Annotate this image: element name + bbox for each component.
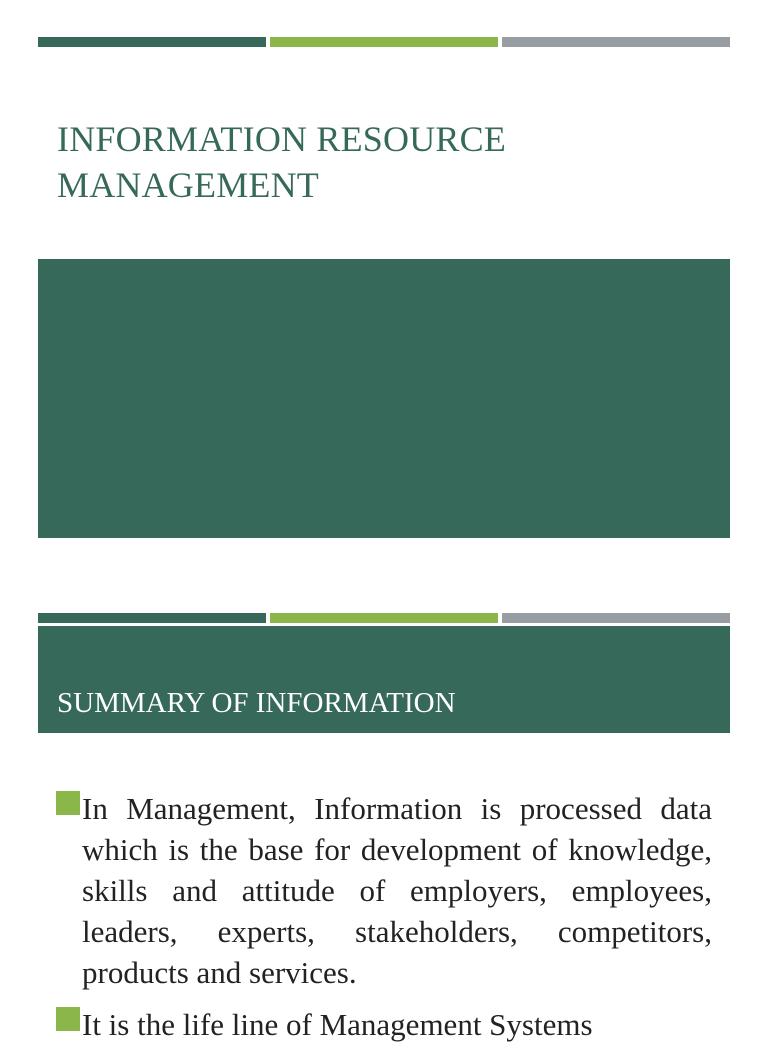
stripe-dark-green: [38, 37, 266, 47]
stripe-gray: [502, 37, 730, 47]
slide2-header-band: [38, 626, 730, 733]
slide1-title-line2: MANAGEMENT: [57, 165, 319, 205]
stripe-gray: [502, 613, 730, 623]
bullet-list: [56, 788, 712, 1056]
slide1-content-block: [38, 259, 730, 538]
stripe-light-green: [270, 37, 498, 47]
bullet-text: It is the life line of Management Systems: [82, 1007, 593, 1042]
list-item: [56, 788, 712, 993]
stripe-light-green: [270, 613, 498, 623]
stripe-dark-green: [38, 613, 266, 623]
slide1-title-line1: INFORMATION RESOURCE: [57, 119, 507, 159]
slide2-accent-stripes: [38, 613, 730, 623]
bullet-square-icon: [56, 791, 80, 815]
slide1-title: [57, 116, 697, 208]
bullet-text: In Management, Information is processed data which is the base for development of knowledge, skills and attitude of employers, employees, leaders, experts, stakeholders, competitors, products and services.: [82, 791, 712, 990]
slide1-accent-stripes: [38, 37, 730, 47]
bullet-square-icon: [56, 1007, 80, 1031]
list-item: [56, 1004, 712, 1045]
slide2-title: SUMMARY OF INFORMATION: [57, 687, 456, 719]
